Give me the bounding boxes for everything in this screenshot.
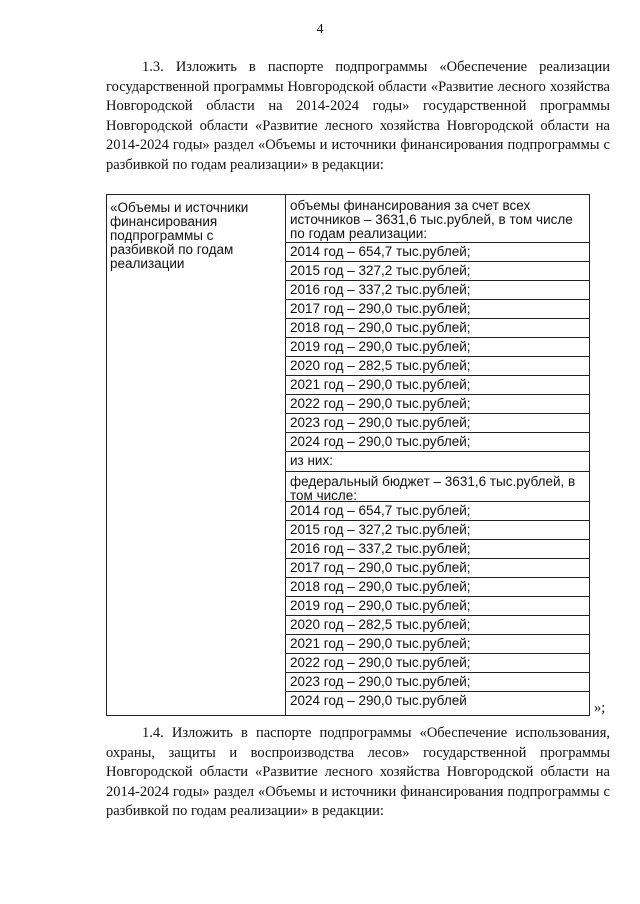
paragraph-1-3: 1.3. Изложить в паспорте подпрограммы «Обеспечение реализации государственной программы Новгородской области «Развитие лесного хозяйства Новгородской области на 2014-2024 годы» государственной программы Новгородской области «Развитие лесного хозяйства Новгородской области на 2014-2024 годы» раздел «Объемы и источники финансирования подпрограммы с разбивкой по годам реализации» в редакции:	[106, 59, 610, 173]
paragraph-1-4: 1.4. Изложить в паспорте подпрограммы «Обеспечение использования, охраны, защиты и воспроизводства лесов» государственной программы Новгородской области «Развитие лесного хозяйства Новгородской области на 2014-2024 годы» раздел «Объемы и источники финансирования подпрограммы с разбивкой по годам реализации» в редакции:	[106, 725, 610, 819]
table-row: 2015 год – 327,2 тыс.рублей;	[286, 521, 589, 540]
table-row: 2021 год – 290,0 тыс.рублей;	[286, 376, 589, 395]
table-row: 2020 год – 282,5 тыс.рублей;	[286, 616, 589, 635]
table-row: объемы финансирования за счет всех источников – 3631,6 тыс.рублей, в том числе по годам реализации:	[286, 195, 589, 243]
table-row: 2015 год – 327,2 тыс.рублей;	[286, 262, 589, 281]
table-row: 2017 год – 290,0 тыс.рублей;	[286, 559, 589, 578]
table-row: 2023 год – 290,0 тыс.рублей;	[286, 414, 589, 433]
table-row: 2019 год – 290,0 тыс.рублей;	[286, 338, 589, 357]
table-row: 2018 год – 290,0 тыс.рублей;	[286, 578, 589, 597]
table-row: 2024 год – 290,0 тыс.рублей;	[286, 433, 589, 452]
table-row: 2016 год – 337,2 тыс.рублей;	[286, 281, 589, 300]
closing-quote: »;	[594, 700, 606, 716]
table-row: 2014 год – 654,7 тыс.рублей;	[286, 502, 589, 521]
table-row: 2024 год – 290,0 тыс.рублей	[290, 693, 467, 708]
table-right-cell	[286, 195, 589, 715]
page-number: 4	[316, 22, 324, 37]
table-row: 2014 год – 654,7 тыс.рублей;	[286, 243, 589, 262]
table-row: 2022 год – 290,0 тыс.рублей;	[286, 395, 589, 414]
table-row: из них:	[286, 452, 589, 472]
table-row: 2018 год – 290,0 тыс.рублей;	[286, 319, 589, 338]
table-row: 2016 год – 337,2 тыс.рублей;	[286, 540, 589, 559]
table-row: 2020 год – 282,5 тыс.рублей;	[286, 357, 589, 376]
table-row: 2022 год – 290,0 тыс.рублей;	[286, 654, 589, 673]
table-row: 2019 год – 290,0 тыс.рублей;	[286, 597, 589, 616]
table-row: 2021 год – 290,0 тыс.рублей;	[286, 635, 589, 654]
table-row: 2023 год – 290,0 тыс.рублей;	[286, 673, 589, 692]
funding-table	[106, 194, 590, 716]
table-left-cell: «Объемы и источники финансирования подпрограммы с разбивкой по годам реализации	[107, 195, 286, 715]
table-row: федеральный бюджет – 3631,6 тыс.рублей, в том числе:	[286, 472, 589, 502]
table-row: 2017 год – 290,0 тыс.рублей;	[286, 300, 589, 319]
